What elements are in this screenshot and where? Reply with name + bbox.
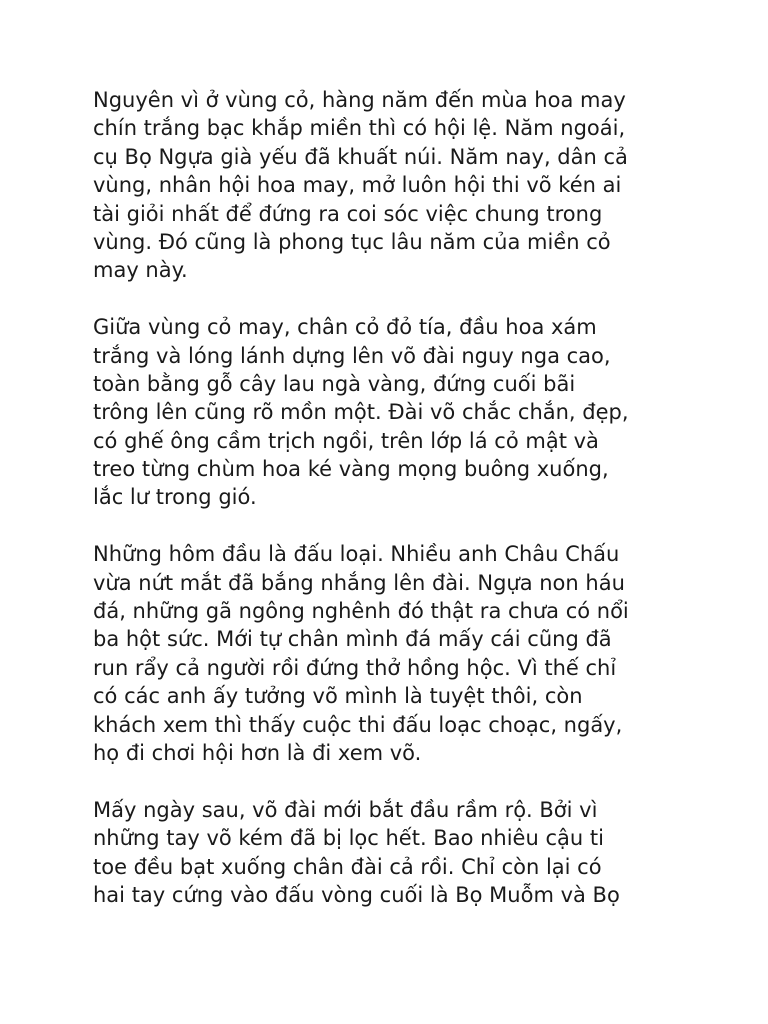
text-line: tài giỏi nhất để đứng ra coi sóc việc chung trong — [93, 201, 603, 226]
text-line: vừa nứt mắt đã bắng nhắng lên đài. Ngựa non háu — [93, 570, 625, 595]
text-line: run rẩy cả người rồi đứng thở hồng hộc. Vì thế chỉ — [93, 655, 617, 680]
paragraph-1 — [93, 86, 693, 285]
text-line: đá, những gã ngông nghênh đó thật ra chưa có nổi — [93, 599, 629, 624]
text-line: chín trắng bạc khắp miền thì có hội lệ. Năm ngoái, — [93, 116, 626, 141]
text-line: trắng và lóng lánh dựng lên võ đài nguy nga cao, — [93, 343, 611, 368]
text-line: treo từng chùm hoa ké vàng mọng buông xuống, — [93, 457, 609, 482]
text-line: Mấy ngày sau, võ đài mới bắt đầu rầm rộ. Bởi vì — [93, 797, 598, 822]
text-line: vùng, nhân hội hoa may, mở luôn hội thi võ kén ai — [93, 173, 622, 198]
document-body — [93, 86, 693, 938]
paragraph-2 — [93, 313, 693, 512]
text-line: có ghế ông cầm trịch ngồi, trên lớp lá cỏ mật và — [93, 428, 599, 453]
text-line: họ đi chơi hội hơn là đi xem võ. — [93, 740, 422, 765]
text-line: ba hột sức. Mới tự chân mình đá mấy cái cũng đã — [93, 627, 612, 652]
text-line: vùng. Đó cũng là phong tục lâu năm của miền cỏ — [93, 229, 611, 254]
text-line: trông lên cũng rõ mồn một. Đài võ chắc chắn, đẹp, — [93, 400, 629, 425]
paragraph-4 — [93, 796, 693, 910]
text-line: cụ Bọ Ngựa già yếu đã khuất núi. Năm nay, dân cả — [93, 144, 628, 169]
text-line: toe đều bạt xuống chân đài cả rồi. Chỉ còn lại có — [93, 854, 602, 879]
text-line: có các anh ấy tưởng võ mình là tuyệt thôi, còn — [93, 684, 583, 709]
paragraph-3 — [93, 540, 693, 767]
text-line: Nguyên vì ở vùng cỏ, hàng năm đến mùa hoa may — [93, 88, 626, 112]
text-line: Giữa vùng cỏ may, chân cỏ đỏ tía, đầu hoa xám — [93, 315, 597, 340]
text-line: may này. — [93, 258, 188, 283]
text-line: Những hôm đầu là đấu loại. Nhiều anh Châu Chấu — [93, 542, 620, 567]
text-line: những tay võ kém đã bị lọc hết. Bao nhiêu cậu ti — [93, 826, 604, 851]
text-line: khách xem thì thấy cuộc thi đấu loạc choạc, ngấy, — [93, 712, 623, 737]
text-line: toàn bằng gỗ cây lau ngà vàng, đứng cuối bãi — [93, 371, 576, 396]
text-line: lắc lư trong gió. — [93, 485, 257, 510]
text-line: hai tay cứng vào đấu vòng cuối là Bọ Muỗm và Bọ — [93, 882, 620, 907]
